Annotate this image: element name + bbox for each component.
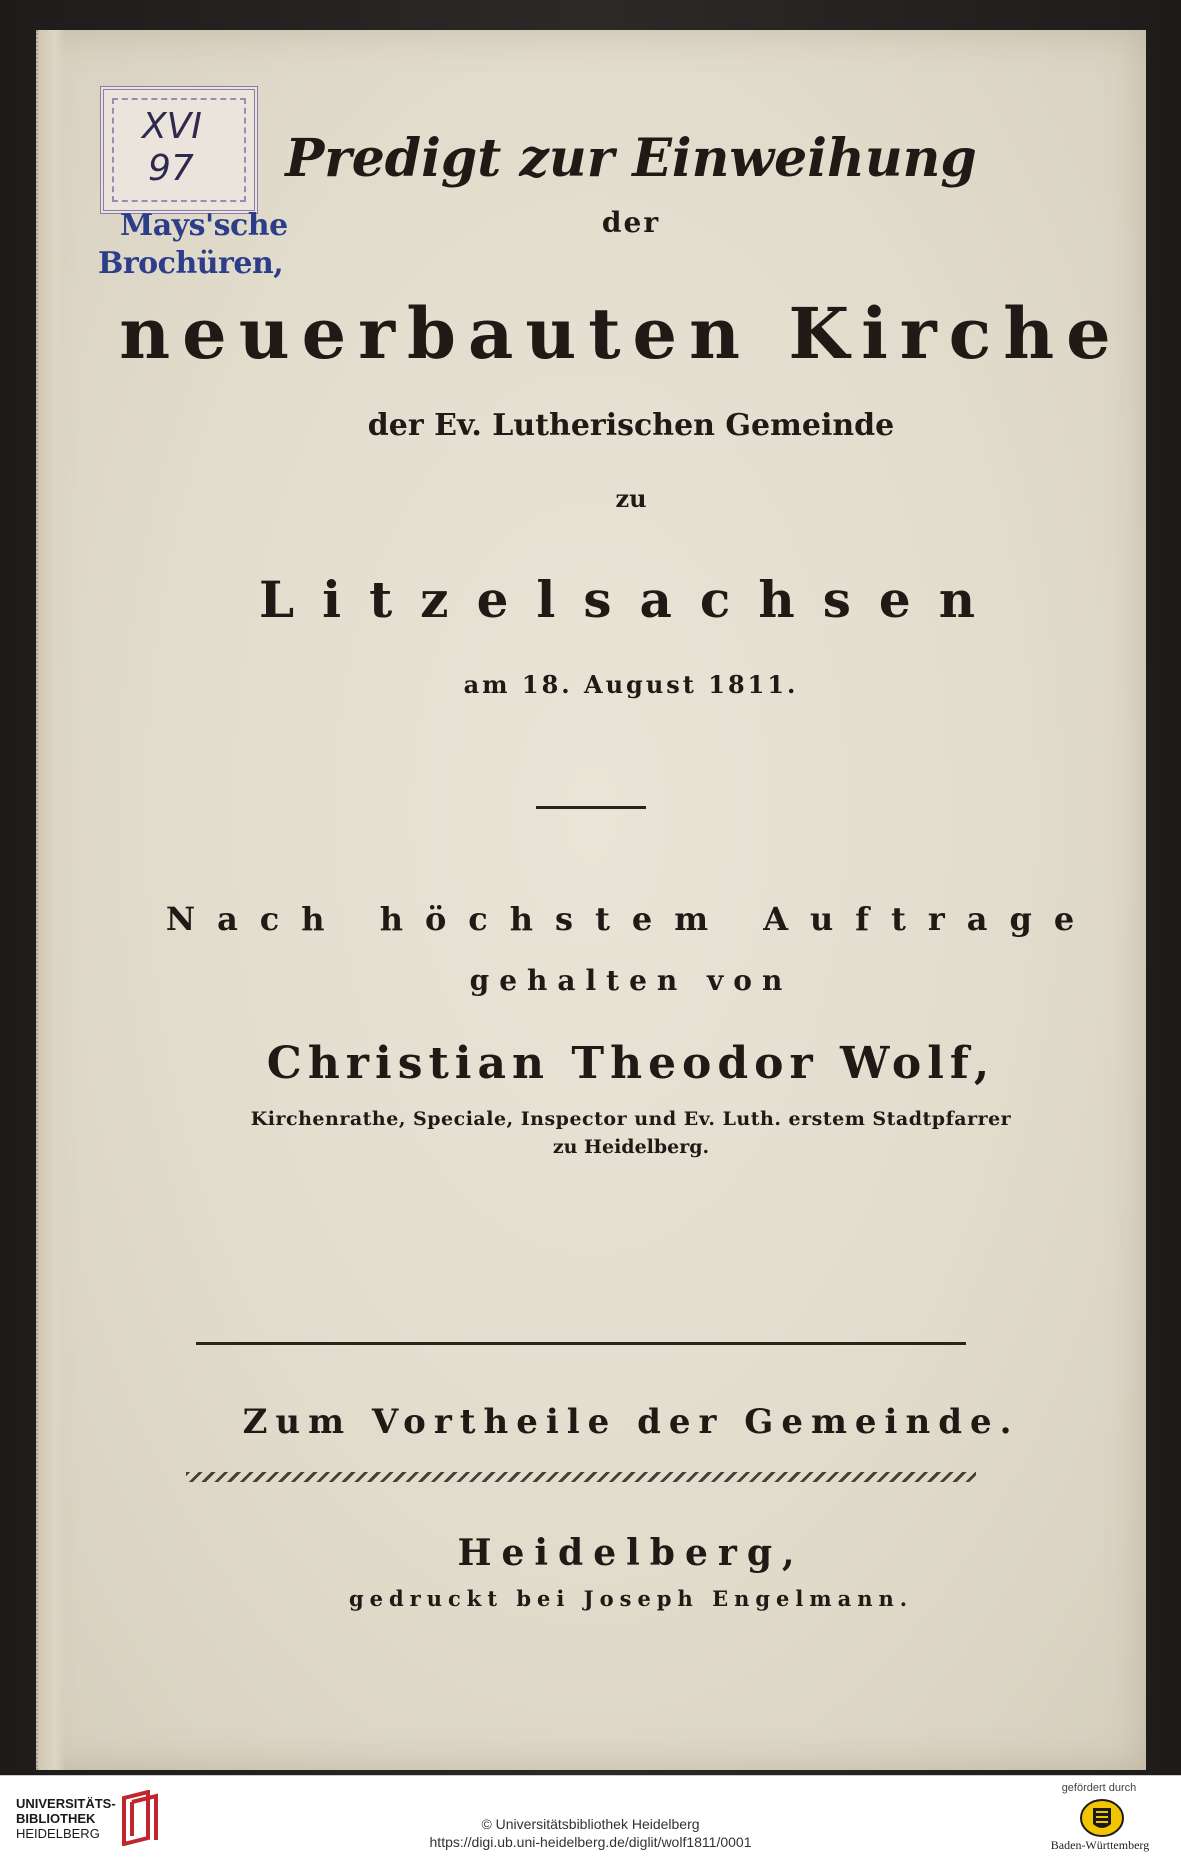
benefit-line: Zum Vortheile der Gemeinde. [242,1402,1020,1442]
sponsor-name: Baden-Württemberg [1050,1838,1150,1852]
shelfmark-line-2: 97 [148,148,194,189]
collection-stamp-line-1: Mays'sche [120,208,288,243]
permalink-url[interactable]: https://digi.ub.uni-heidelberg.de/diglit/wolf1811/0001 [429,1834,752,1850]
title-line-place: Litzelsachsen [258,570,1004,629]
long-divider [196,1342,966,1345]
commission-line: Nach höchstem Auftrage [165,900,1097,938]
baden-wuerttemberg-seal-icon [1079,1798,1125,1838]
held-by-line: gehalten von [469,964,793,997]
author-titles-line-2: zu Heidelberg. [552,1136,710,1158]
ornamental-divider [186,1472,976,1482]
author-name: Christian Theodor Wolf, [266,1038,996,1089]
title-line-church: neuerbauten Kirche [119,292,1123,375]
title-line-congregation: der Ev. Lutherischen Gemeinde [367,408,895,443]
imprint-place: Heidelberg, [457,1532,805,1574]
copyright-notice: © Universitätsbibliothek Heidelberg [481,1816,700,1832]
title-line-sermon: Predigt zur Einweihung [285,128,977,189]
library-name-line-1: UNIVERSITÄTS- [16,1796,116,1811]
library-name-line-2: BIBLIOTHEK [16,1811,96,1826]
viewer-footer [0,1775,1181,1861]
library-name-line-3: HEIDELBERG [16,1826,100,1841]
short-divider [536,806,646,809]
collection-stamp-line-2: Brochüren, [98,246,284,281]
page-binding-edge [36,30,66,1770]
title-page [36,30,1146,1770]
sponsor-label: gefördert durch [1061,1782,1137,1794]
title-line-der: der [601,206,661,239]
imprint-printer: gedruckt bei Joseph Engelmann. [348,1586,914,1611]
shelfmark-line-1: XVI [142,106,202,147]
title-line-date: am 18. August 1811. [463,670,799,699]
title-line-zu: zu [615,484,647,513]
author-titles-line-1: Kirchenrathe, Speciale, Inspector und Ev. Luth. erstem Stadtpfarrer [250,1108,1012,1130]
